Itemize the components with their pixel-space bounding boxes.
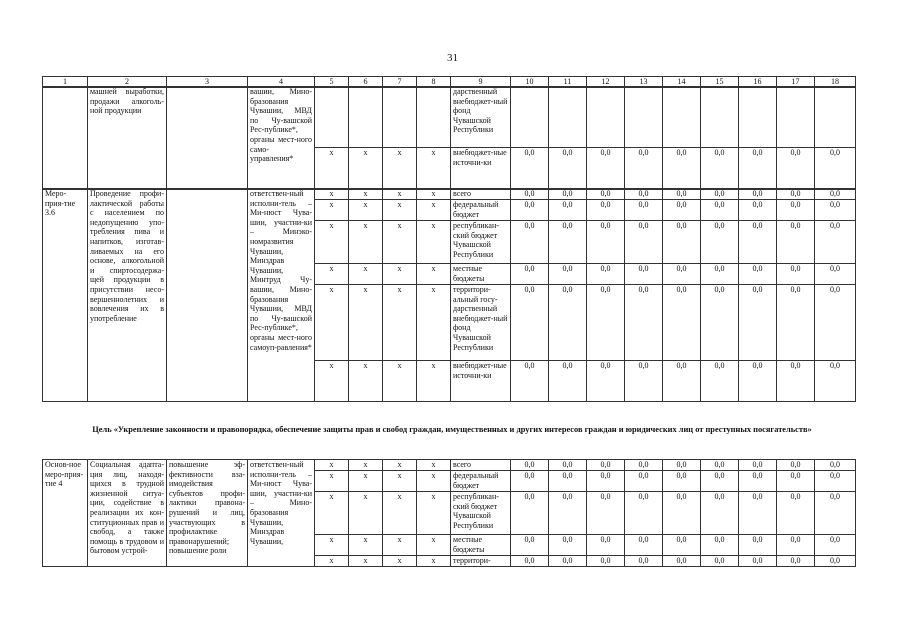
cell-amount: 0,0: [587, 492, 625, 535]
cell-amount: 0,0: [663, 285, 701, 361]
cell-amount: 0,0: [549, 264, 587, 285]
cell-status: [43, 87, 88, 190]
cell-x: x: [417, 200, 451, 221]
cell-amount: 0,0: [625, 492, 663, 535]
cell-amount: 0,0: [587, 535, 625, 556]
cell-name: Проведение профи-лактической работы с населением по недопущению упо-требления пива и напитков, изготав-ливаемых на его основе, алкогольной и спиртосодержа-щей продукции в присутствии несо-вершеннолетних и вовлечения их в употребление: [88, 189, 167, 402]
cell-amount: 0,0: [739, 200, 777, 221]
cell-x: x: [417, 148, 451, 190]
cell-amount: 0,0: [815, 189, 856, 200]
cell-amount: 0,0: [777, 148, 815, 190]
cell-x: x: [417, 556, 451, 567]
cell-amount: 0,0: [549, 492, 587, 535]
cell-amount: 0,0: [625, 361, 663, 402]
cell-amount: 0,0: [701, 361, 739, 402]
cell-x: x: [315, 460, 349, 471]
cell-x: x: [383, 460, 417, 471]
header-col-1: 1: [43, 77, 88, 88]
cell-x: x: [349, 535, 383, 556]
cell-amount: 0,0: [701, 492, 739, 535]
table-block-continuation: [42, 86, 856, 190]
cell-amount: 0,0: [587, 189, 625, 200]
cell-amount: 0,0: [701, 221, 739, 264]
cell-amount: 0,0: [511, 556, 549, 567]
cell-amount: 0,0: [625, 148, 663, 190]
cell-x: x: [315, 492, 349, 535]
cell-amount: 0,0: [777, 556, 815, 567]
cell-amount: 0,0: [739, 189, 777, 200]
cell-amount: 0,0: [625, 556, 663, 567]
cell-x: x: [349, 264, 383, 285]
header-col-7: 7: [383, 77, 417, 88]
header-col-10: 10: [511, 77, 549, 88]
cell-amount: 0,0: [587, 221, 625, 264]
cell-x: x: [349, 460, 383, 471]
cell-source: дарственный внебюджет-ный фонд Чувашской Республики: [451, 87, 511, 148]
cell-amount: 0,0: [587, 471, 625, 492]
cell-executor: ответствен-ный исполни-тель – Ми-нюст Чува-шии, участни-ки – Минэко-номразвития Чувашии, Минздрав Чувашии, Минтруд Чу-вашии, Мино-бразования Чувашии, МВД по Чу-вашской Рес-публике*, органы мест-ного самоуп-равления*: [248, 189, 315, 402]
cell-amount: 0,0: [739, 221, 777, 264]
cell-x: x: [383, 148, 417, 190]
cell-amount: 0,0: [701, 285, 739, 361]
cell-x: x: [315, 556, 349, 567]
table-block-main-measure-4: [42, 459, 856, 567]
cell-amount: 0,0: [777, 535, 815, 556]
cell-amount: 0,0: [587, 285, 625, 361]
cell-name: машней выработки, продажи алкоголь-ной продукции: [88, 87, 167, 190]
cell-amount: 0,0: [777, 492, 815, 535]
cell-amount: 0,0: [511, 264, 549, 285]
header-col-6: 6: [349, 77, 383, 88]
cell-amount: 0,0: [815, 471, 856, 492]
cell-amount: 0,0: [587, 361, 625, 402]
table-block-measure-3-6: [42, 188, 856, 402]
header-col-9: 9: [451, 77, 511, 88]
cell-amount: 0,0: [511, 535, 549, 556]
cell-amount: 0,0: [815, 200, 856, 221]
cell-x: x: [383, 492, 417, 535]
cell-source: внебюджет-ные источни-ки: [451, 361, 511, 402]
cell-amount: 0,0: [625, 200, 663, 221]
cell-amount: 0,0: [777, 361, 815, 402]
cell-source: республикан-ский бюджет Чувашской Республики: [451, 221, 511, 264]
cell-amount: 0,0: [701, 460, 739, 471]
cell-source: внебюджет-ные источни-ки: [451, 148, 511, 190]
cell-amount: 0,0: [815, 556, 856, 567]
cell-x: x: [383, 471, 417, 492]
cell-amount: 0,0: [549, 200, 587, 221]
cell-amount: 0,0: [777, 285, 815, 361]
cell-x: x: [315, 221, 349, 264]
cell-source: местные бюджеты: [451, 264, 511, 285]
cell-source: территори-: [451, 556, 511, 567]
cell-source: федеральный бюджет: [451, 471, 511, 492]
cell-amount: 0,0: [701, 264, 739, 285]
cell-amount: 0,0: [739, 556, 777, 567]
cell-x: x: [315, 361, 349, 402]
header-col-4: 4: [248, 77, 315, 88]
cell-amount: 0,0: [549, 460, 587, 471]
cell-amount: 0,0: [511, 471, 549, 492]
cell-amount: 0,0: [549, 148, 587, 190]
cell-x: x: [417, 285, 451, 361]
cell-amount: 0,0: [511, 492, 549, 535]
cell-amount: 0,0: [701, 200, 739, 221]
cell-amount: 0,0: [701, 148, 739, 190]
cell-x: x: [383, 556, 417, 567]
cell-x: x: [349, 200, 383, 221]
cell-amount: 0,0: [549, 221, 587, 264]
header-col-8: 8: [417, 77, 451, 88]
cell-source: всего: [451, 460, 511, 471]
cell-x: x: [417, 361, 451, 402]
cell-x: x: [349, 361, 383, 402]
cell-amount: 0,0: [511, 285, 549, 361]
cell-status: Основ-ное меро-прия-тие 4: [43, 460, 88, 567]
cell-x: x: [417, 264, 451, 285]
cell-x: x: [315, 189, 349, 200]
cell-amount: 0,0: [587, 264, 625, 285]
cell-indicator: [167, 87, 248, 190]
cell-amount: 0,0: [739, 264, 777, 285]
cell-source: территори-альный госу-дарственный внебюджет-ный фонд Чувашской Республики: [451, 285, 511, 361]
cell-x: x: [417, 460, 451, 471]
cell-source: федеральный бюджет: [451, 200, 511, 221]
cell-x: x: [349, 492, 383, 535]
cell-amount: 0,0: [815, 361, 856, 402]
cell-amount: 0,0: [625, 285, 663, 361]
cell-amount: 0,0: [701, 471, 739, 492]
cell-amount: 0,0: [625, 221, 663, 264]
header-col-17: 17: [777, 77, 815, 88]
cell-indicator: повышение эф-фективности вза-имодействия субъектов профи-лактики правона-рушений и лиц, участвующих в профилактике правонарушений; повышение роли: [167, 460, 248, 567]
cell-status: Меро-прия-тие 3.6: [43, 189, 88, 402]
cell-amount: 0,0: [815, 492, 856, 535]
cell-amount: 0,0: [777, 264, 815, 285]
cell-amount: 0,0: [663, 200, 701, 221]
cell-x: x: [315, 264, 349, 285]
cell-amount: 0,0: [625, 189, 663, 200]
cell-amount: 0,0: [777, 460, 815, 471]
cell-amount: 0,0: [587, 460, 625, 471]
cell-x: x: [417, 492, 451, 535]
header-col-16: 16: [739, 77, 777, 88]
cell-amount: 0,0: [511, 200, 549, 221]
cell-x: x: [417, 535, 451, 556]
cell-amount: 0,0: [777, 471, 815, 492]
goal-heading: Цель «Укрепление законности и правопорядка, обеспечение защиты прав и свобод граждан, имущественных и других интересов граждан и юридических лиц от преступных посягательств»: [92, 425, 812, 434]
cell-amount: 0,0: [739, 148, 777, 190]
cell-amount: 0,0: [701, 535, 739, 556]
header-col-3: 3: [167, 77, 248, 88]
cell-amount: 0,0: [663, 535, 701, 556]
cell-x: x: [349, 221, 383, 264]
cell-amount: 0,0: [663, 148, 701, 190]
cell-amount: 0,0: [663, 361, 701, 402]
header-col-2: 2: [88, 77, 167, 88]
cell-x: x: [383, 361, 417, 402]
header-col-13: 13: [625, 77, 663, 88]
cell-name: Социальная адапта-ция лиц, находя-щихся в трудной жизненной ситуа-ции, содействие в реализации их кон-ституционных прав и свобод, а также помощь в трудовом и бытовом устрой-: [88, 460, 167, 567]
cell-source: всего: [451, 189, 511, 200]
cell-amount: 0,0: [815, 460, 856, 471]
cell-x: x: [315, 200, 349, 221]
cell-amount: 0,0: [625, 471, 663, 492]
cell-amount: 0,0: [739, 460, 777, 471]
cell-executor: вашии, Мино-бразования Чувашии, МВД по Чу-вашской Рес-публике*, органы мест-ного само-управления*: [248, 87, 315, 190]
cell-amount: 0,0: [549, 535, 587, 556]
page-number: 31: [447, 52, 458, 64]
cell-x: x: [315, 148, 349, 190]
cell-amount: 0,0: [815, 285, 856, 361]
cell-amount: 0,0: [511, 460, 549, 471]
cell-amount: 0,0: [549, 556, 587, 567]
cell-amount: 0,0: [511, 148, 549, 190]
cell-amount: 0,0: [587, 556, 625, 567]
cell-amount: 0,0: [815, 148, 856, 190]
cell-x: x: [315, 285, 349, 361]
header-col-14: 14: [663, 77, 701, 88]
cell-x: x: [349, 556, 383, 567]
cell-amount: 0,0: [511, 189, 549, 200]
cell-amount: 0,0: [663, 492, 701, 535]
header-col-15: 15: [701, 77, 739, 88]
cell-amount: 0,0: [549, 189, 587, 200]
cell-amount: 0,0: [663, 471, 701, 492]
cell-x: x: [383, 285, 417, 361]
cell-amount: 0,0: [777, 189, 815, 200]
cell-amount: 0,0: [739, 535, 777, 556]
cell-amount: 0,0: [777, 200, 815, 221]
cell-amount: 0,0: [549, 471, 587, 492]
cell-x: x: [417, 189, 451, 200]
cell-indicator: [167, 189, 248, 402]
cell-amount: 0,0: [701, 189, 739, 200]
cell-amount: 0,0: [739, 471, 777, 492]
cell-amount: 0,0: [815, 264, 856, 285]
cell-x: x: [383, 535, 417, 556]
cell-x: x: [383, 264, 417, 285]
cell-x: x: [417, 471, 451, 492]
cell-x: x: [315, 535, 349, 556]
cell-executor: ответствен-ный исполни-тель – Ми-нюст Чува-шии, участни-ки – Мино-бразования Чувашии, Минздрав Чувашии,: [248, 460, 315, 567]
cell-amount: 0,0: [663, 189, 701, 200]
header-col-18: 18: [815, 77, 856, 88]
cell-source: республикан-ский бюджет Чувашской Республики: [451, 492, 511, 535]
cell-amount: 0,0: [663, 556, 701, 567]
cell-x: x: [417, 221, 451, 264]
header-col-11: 11: [549, 77, 587, 88]
cell-amount: 0,0: [777, 221, 815, 264]
header-col-12: 12: [587, 77, 625, 88]
cell-x: x: [383, 189, 417, 200]
cell-amount: 0,0: [815, 221, 856, 264]
cell-amount: 0,0: [739, 492, 777, 535]
cell-x: x: [349, 148, 383, 190]
cell-amount: 0,0: [625, 264, 663, 285]
cell-x: x: [349, 471, 383, 492]
cell-x: x: [383, 221, 417, 264]
cell-amount: 0,0: [511, 361, 549, 402]
cell-x: x: [383, 200, 417, 221]
cell-amount: 0,0: [587, 200, 625, 221]
cell-amount: 0,0: [701, 556, 739, 567]
cell-x: x: [349, 189, 383, 200]
cell-amount: 0,0: [587, 148, 625, 190]
cell-amount: 0,0: [663, 221, 701, 264]
cell-amount: 0,0: [549, 285, 587, 361]
cell-x: x: [315, 471, 349, 492]
cell-amount: 0,0: [549, 361, 587, 402]
cell-amount: 0,0: [663, 264, 701, 285]
header-col-5: 5: [315, 77, 349, 88]
cell-amount: 0,0: [815, 535, 856, 556]
cell-x: x: [349, 285, 383, 361]
cell-amount: 0,0: [739, 361, 777, 402]
cell-source: местные бюджеты: [451, 535, 511, 556]
cell-amount: 0,0: [739, 285, 777, 361]
cell-amount: 0,0: [663, 460, 701, 471]
cell-amount: 0,0: [511, 221, 549, 264]
cell-amount: 0,0: [625, 460, 663, 471]
cell-amount: 0,0: [625, 535, 663, 556]
